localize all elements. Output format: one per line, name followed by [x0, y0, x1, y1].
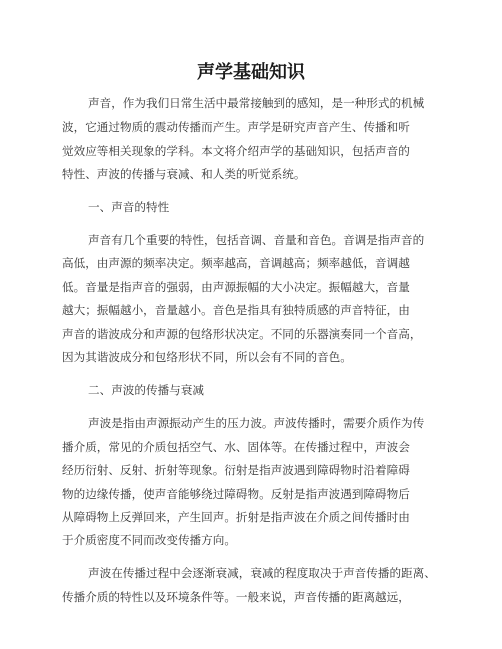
- text-line: 波，它通过物质的震动传播而产生。声学是研究声音产生、传播和听: [62, 120, 410, 134]
- text-line: 特性、声波的传播与衰减、和人类的听觉系统。: [62, 167, 306, 181]
- text-line: 声音的谐波成分和声源的包络形状决定。不同的乐器演奏同一个音高，: [62, 327, 422, 341]
- text-line: 声音有几个重要的特性，包括音调、音量和音色。音调是指声音的: [88, 233, 425, 247]
- text-line: 越大；振幅越小，音量越小。音色是指具有独特质感的声音特征，由: [62, 303, 410, 317]
- section-heading: 二、声波的传播与衰减: [88, 383, 204, 397]
- text-line: 于介质密度不同而改变传播方向。: [62, 533, 236, 547]
- text-line: 觉效应等相关现象的学科。本文将介绍声学的基础知识，包括声音的: [62, 144, 410, 158]
- text-line: 声波在传播过程中会逐渐衰减，衰减的程度取决于声音传播的距离、: [88, 566, 436, 580]
- text-line: 物的边缘传播，使声音能够绕过障碍物。反射是指声波遇到障碍物后: [62, 487, 410, 501]
- text-line: 传播介质的特性以及环境条件等。一般来说，声音传播的距离越远，: [62, 590, 410, 604]
- text-line: 因为其谐波成分和包络形状不同，所以会有不同的音色。: [62, 350, 352, 364]
- text-line: 播介质，常见的介质包括空气、水、固体等。在传播过程中，声波会: [62, 440, 410, 454]
- text-line: 高低，由声源的频率决定。频率越高，音调越高；频率越低，音调越: [62, 256, 410, 270]
- section-heading: 一、声音的特性: [88, 200, 170, 214]
- text-line: 经历衍射、反射、折射等现象。衍射是指声波遇到障碍物时沿着障碍: [62, 463, 410, 477]
- text-line: 声音，作为我们日常生活中最常接触到的感知，是一种形式的机械: [88, 96, 425, 110]
- document-title: 声学基础知识: [197, 62, 305, 83]
- text-line: 低。音量是指声音的强弱，由声源振幅的大小决定。振幅越大，音量: [62, 280, 410, 294]
- text-line: 从障碍物上反弹回来，产生回声。折射是指声波在介质之间传播时由: [62, 510, 410, 524]
- text-line: 声波是指由声源振动产生的压力波。声波传播时，需要介质作为传: [88, 416, 425, 430]
